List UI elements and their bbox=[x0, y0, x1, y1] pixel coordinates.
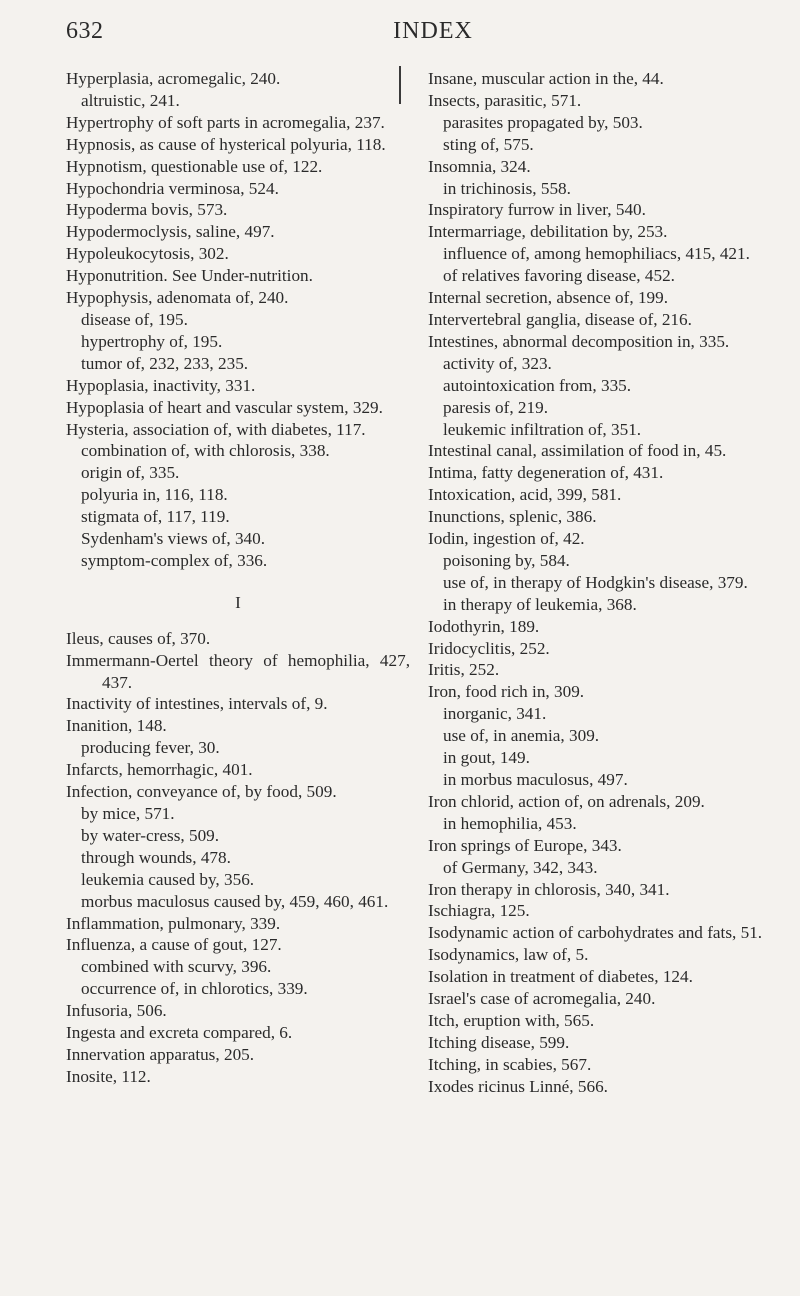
index-subentry: leukemia caused by, 356. bbox=[81, 869, 255, 889]
index-entry: Hysteria, association of, with diabetes, 117. bbox=[66, 419, 366, 439]
index-entry: Intestinal canal, assimilation of food in, 45. bbox=[428, 441, 727, 461]
index-entry: Inflammation, pulmonary, 339. bbox=[66, 913, 281, 933]
index-subentry: influence of, among hemophiliacs, 415, 421. bbox=[443, 244, 750, 264]
index-subentry: combined with scurvy, 396. bbox=[81, 957, 272, 977]
index-subentry: producing fever, 30. bbox=[81, 738, 220, 758]
running-head: INDEX bbox=[393, 18, 473, 44]
index-entry: Insane, muscular action in the, 44. bbox=[428, 69, 664, 88]
index-entry: Hypodermoclysis, saline, 497. bbox=[66, 222, 275, 242]
index-entry: Intima, fatty degeneration of, 431. bbox=[428, 463, 664, 483]
index-entry: Insomnia, 324. bbox=[428, 156, 531, 176]
index-subentry: leukemic infiltration of, 351. bbox=[443, 419, 642, 439]
index-entry: Inosite, 112. bbox=[66, 1066, 151, 1086]
index-subentry: stigmata of, 117, 119. bbox=[81, 507, 230, 527]
index-subentry: parasites propagated by, 503. bbox=[443, 112, 643, 132]
index-entry: Intestines, abnormal decomposition in, 335. bbox=[428, 331, 730, 351]
index-column-right bbox=[428, 68, 772, 1098]
index-entry: Immermann-Oertel theory of hemophilia, 427, 437. bbox=[66, 650, 410, 692]
index-entry: Hypophysis, adenomata of, 240. bbox=[66, 288, 289, 308]
index-subentry: of Germany, 342, 343. bbox=[443, 857, 598, 877]
index-entry: Iron therapy in chlorosis, 340, 341. bbox=[428, 879, 670, 899]
index-entry: Inanition, 148. bbox=[66, 716, 167, 736]
index-subentry: hypertrophy of, 195. bbox=[81, 331, 223, 351]
index-entry: Ischiagra, 125. bbox=[428, 901, 530, 921]
index-entry: Hypnosis, as cause of hysterical polyuria, 118. bbox=[66, 134, 386, 154]
index-subentry: in morbus maculosus, 497. bbox=[443, 770, 628, 789]
index-subentry: combination of, with chlorosis, 338. bbox=[81, 441, 330, 461]
index-subentry: paresis of, 219. bbox=[443, 397, 549, 417]
index-subentry: in gout, 149. bbox=[443, 748, 530, 768]
index-entry: Hypertrophy of soft parts in acromegalia, 237. bbox=[66, 112, 385, 132]
index-entry: Inactivity of intestines, intervals of, 9. bbox=[66, 694, 328, 714]
index-subentry: polyuria in, 116, 118. bbox=[81, 485, 228, 505]
index-entry: Israel's case of acromegalia, 240. bbox=[428, 989, 656, 1009]
index-column-left bbox=[66, 68, 410, 1088]
index-subentry: altruistic, 241. bbox=[81, 90, 180, 110]
index-entry: Infection, conveyance of, by food, 509. bbox=[66, 782, 337, 802]
index-entry: Insects, parasitic, 571. bbox=[428, 90, 582, 110]
index-entry: Inspiratory furrow in liver, 540. bbox=[428, 200, 646, 220]
index-subentry: Sydenham's views of, 340. bbox=[81, 529, 266, 549]
index-entry: Hypochondria verminosa, 524. bbox=[66, 178, 279, 198]
index-entry: Hypoplasia, inactivity, 331. bbox=[66, 375, 256, 395]
index-entry: Isolation in treatment of diabetes, 124. bbox=[428, 967, 693, 987]
section-letter: I bbox=[235, 592, 241, 612]
index-entry: Iridocyclitis, 252. bbox=[428, 638, 550, 658]
index-entry: Intervertebral ganglia, disease of, 216. bbox=[428, 309, 692, 329]
index-subentry: in therapy of leukemia, 368. bbox=[443, 594, 637, 614]
index-subentry: tumor of, 232, 233, 235. bbox=[81, 353, 249, 373]
index-subentry: by mice, 571. bbox=[81, 804, 175, 823]
index-entry: Iodin, ingestion of, 42. bbox=[428, 529, 585, 549]
index-entry: Itching, in scabies, 567. bbox=[428, 1054, 592, 1074]
index-entry: Isodynamics, law of, 5. bbox=[428, 945, 589, 965]
index-subentry: morbus maculosus caused by, 459, 460, 461. bbox=[81, 891, 389, 911]
index-subentry: use of, in therapy of Hodgkin's disease, 379. bbox=[443, 572, 748, 592]
index-subentry: origin of, 335. bbox=[81, 463, 180, 483]
index-entry: Inunctions, splenic, 386. bbox=[428, 507, 597, 527]
index-subentry: in trichinosis, 558. bbox=[443, 178, 571, 198]
index-entry: Ixodes ricinus Linné, 566. bbox=[428, 1076, 608, 1096]
index-subentry: autointoxication from, 335. bbox=[443, 375, 632, 395]
page-number: 632 bbox=[66, 18, 104, 44]
index-entry: Intoxication, acid, 399, 581. bbox=[428, 485, 622, 505]
index-subentry: sting of, 575. bbox=[443, 134, 534, 154]
index-entry: Iron, food rich in, 309. bbox=[428, 682, 585, 702]
index-entry: Hyperplasia, acromegalic, 240. bbox=[66, 69, 281, 88]
index-entry: Intermarriage, debilitation by, 253. bbox=[428, 222, 668, 242]
index-entry: Iron chlorid, action of, on adrenals, 209. bbox=[428, 791, 705, 811]
index-entry: Iodothyrin, 189. bbox=[428, 616, 540, 636]
index-subentry: occurrence of, in chlorotics, 339. bbox=[81, 979, 308, 999]
index-subentry: poisoning by, 584. bbox=[443, 550, 570, 570]
index-entry: Innervation apparatus, 205. bbox=[66, 1044, 255, 1064]
index-subentry: by water-cress, 509. bbox=[81, 825, 220, 845]
index-entry: Hypnotism, questionable use of, 122. bbox=[66, 156, 323, 176]
index-entry: Iron springs of Europe, 343. bbox=[428, 835, 622, 855]
index-entry: Internal secretion, absence of, 199. bbox=[428, 288, 669, 308]
index-entry: Ingesta and excreta compared, 6. bbox=[66, 1023, 293, 1043]
index-subentry: inorganic, 341. bbox=[443, 704, 547, 724]
index-entry: Iritis, 252. bbox=[428, 660, 500, 680]
index-entry: Hyponutrition. See Under-nutrition. bbox=[66, 266, 313, 286]
page-header bbox=[66, 18, 760, 48]
index-subentry: activity of, 323. bbox=[443, 353, 552, 373]
index-subentry: symptom-complex of, 336. bbox=[81, 550, 268, 570]
index-entry: Ileus, causes of, 370. bbox=[66, 628, 211, 648]
index-entry: Itching disease, 599. bbox=[428, 1032, 570, 1052]
index-entry: Hypoderma bovis, 573. bbox=[66, 200, 228, 220]
index-subentry: of relatives favoring disease, 452. bbox=[443, 266, 675, 286]
index-entry: Hypoleukocytosis, 302. bbox=[66, 244, 229, 264]
index-entry: Infarcts, hemorrhagic, 401. bbox=[66, 760, 253, 780]
index-subentry: through wounds, 478. bbox=[81, 847, 231, 867]
index-entry: Influenza, a cause of gout, 127. bbox=[66, 935, 282, 955]
index-entry: Hypoplasia of heart and vascular system, 329. bbox=[66, 397, 383, 417]
index-subentry: disease of, 195. bbox=[81, 309, 188, 329]
index-entry: Infusoria, 506. bbox=[66, 1001, 167, 1021]
index-subentry: use of, in anemia, 309. bbox=[443, 726, 600, 746]
index-entry: Isodynamic action of carbohydrates and fats, 51. bbox=[428, 923, 763, 943]
index-entry: Itch, eruption with, 565. bbox=[428, 1010, 595, 1030]
index-subentry: in hemophilia, 453. bbox=[443, 813, 577, 833]
